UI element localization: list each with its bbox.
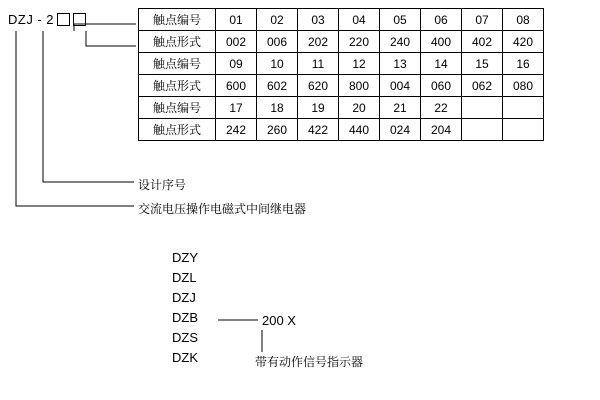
list-item: DZB: [172, 310, 198, 325]
table-cell: 420: [503, 31, 544, 53]
table-cell: [462, 97, 503, 119]
table-cell: 09: [216, 53, 257, 75]
row-header: 触点形式: [139, 75, 216, 97]
table-cell: 01: [216, 9, 257, 31]
table-cell: 602: [257, 75, 298, 97]
table-cell: 422: [298, 119, 339, 141]
table-cell: 004: [380, 75, 421, 97]
table-cell: 240: [380, 31, 421, 53]
table-cell: 19: [298, 97, 339, 119]
table-cell: 600: [216, 75, 257, 97]
table-cell: 06: [421, 9, 462, 31]
table-cell: 620: [298, 75, 339, 97]
list-item: DZK: [172, 350, 198, 365]
contact-table-body: [139, 9, 544, 141]
table-cell: 16: [503, 53, 544, 75]
series-note-label: 带有动作信号指示器: [255, 355, 364, 369]
table-cell: [503, 119, 544, 141]
model-code-series-number: 2: [46, 12, 54, 27]
row-header: 触点编号: [139, 53, 216, 75]
list-item: DZJ: [172, 290, 196, 305]
table-row: [139, 31, 544, 53]
table-cell: 400: [421, 31, 462, 53]
table-cell: 10: [257, 53, 298, 75]
table-cell: 13: [380, 53, 421, 75]
table-cell: 006: [257, 31, 298, 53]
series-list: [172, 248, 198, 368]
series-suffix-label: 200 X: [262, 313, 296, 328]
list-item: DZY: [172, 250, 198, 265]
table-row: [139, 53, 544, 75]
model-code-box-2: [73, 13, 86, 26]
contact-table-wrapper: [138, 8, 544, 141]
contact-table: [138, 8, 544, 141]
table-cell: 024: [380, 119, 421, 141]
table-cell: 05: [380, 9, 421, 31]
annotation-relay-description: 交流电压操作电磁式中间继电器: [138, 202, 307, 216]
row-header: 触点编号: [139, 9, 216, 31]
table-cell: 02: [257, 9, 298, 31]
table-cell: 002: [216, 31, 257, 53]
table-cell: 060: [421, 75, 462, 97]
table-cell: 440: [339, 119, 380, 141]
annotation-design-sequence: 设计序号: [138, 178, 187, 192]
row-header: 触点编号: [139, 97, 216, 119]
table-cell: 11: [298, 53, 339, 75]
table-cell: 21: [380, 97, 421, 119]
model-code-label: [8, 12, 86, 27]
table-cell: 03: [298, 9, 339, 31]
list-item: DZL: [172, 270, 197, 285]
list-item: DZS: [172, 330, 198, 345]
table-cell: 202: [298, 31, 339, 53]
table-cell: 17: [216, 97, 257, 119]
table-cell: 260: [257, 119, 298, 141]
table-cell: 204: [421, 119, 462, 141]
table-cell: 22: [421, 97, 462, 119]
table-row: [139, 9, 544, 31]
table-cell: 402: [462, 31, 503, 53]
table-cell: 18: [257, 97, 298, 119]
table-cell: 15: [462, 53, 503, 75]
table-cell: 220: [339, 31, 380, 53]
table-cell: 14: [421, 53, 462, 75]
table-cell: 12: [339, 53, 380, 75]
table-cell: 08: [503, 9, 544, 31]
table-cell: [462, 119, 503, 141]
table-row: [139, 97, 544, 119]
table-cell: 800: [339, 75, 380, 97]
row-header: 触点形式: [139, 31, 216, 53]
model-code-dash: -: [37, 12, 43, 27]
table-row: [139, 75, 544, 97]
table-cell: 242: [216, 119, 257, 141]
table-cell: 062: [462, 75, 503, 97]
model-code-prefix: DZJ: [8, 12, 34, 27]
table-cell: [503, 97, 544, 119]
table-cell: 20: [339, 97, 380, 119]
table-cell: 04: [339, 9, 380, 31]
table-row: [139, 119, 544, 141]
table-cell: 080: [503, 75, 544, 97]
model-code-box-1: [57, 13, 70, 26]
row-header: 触点形式: [139, 119, 216, 141]
table-cell: 07: [462, 9, 503, 31]
